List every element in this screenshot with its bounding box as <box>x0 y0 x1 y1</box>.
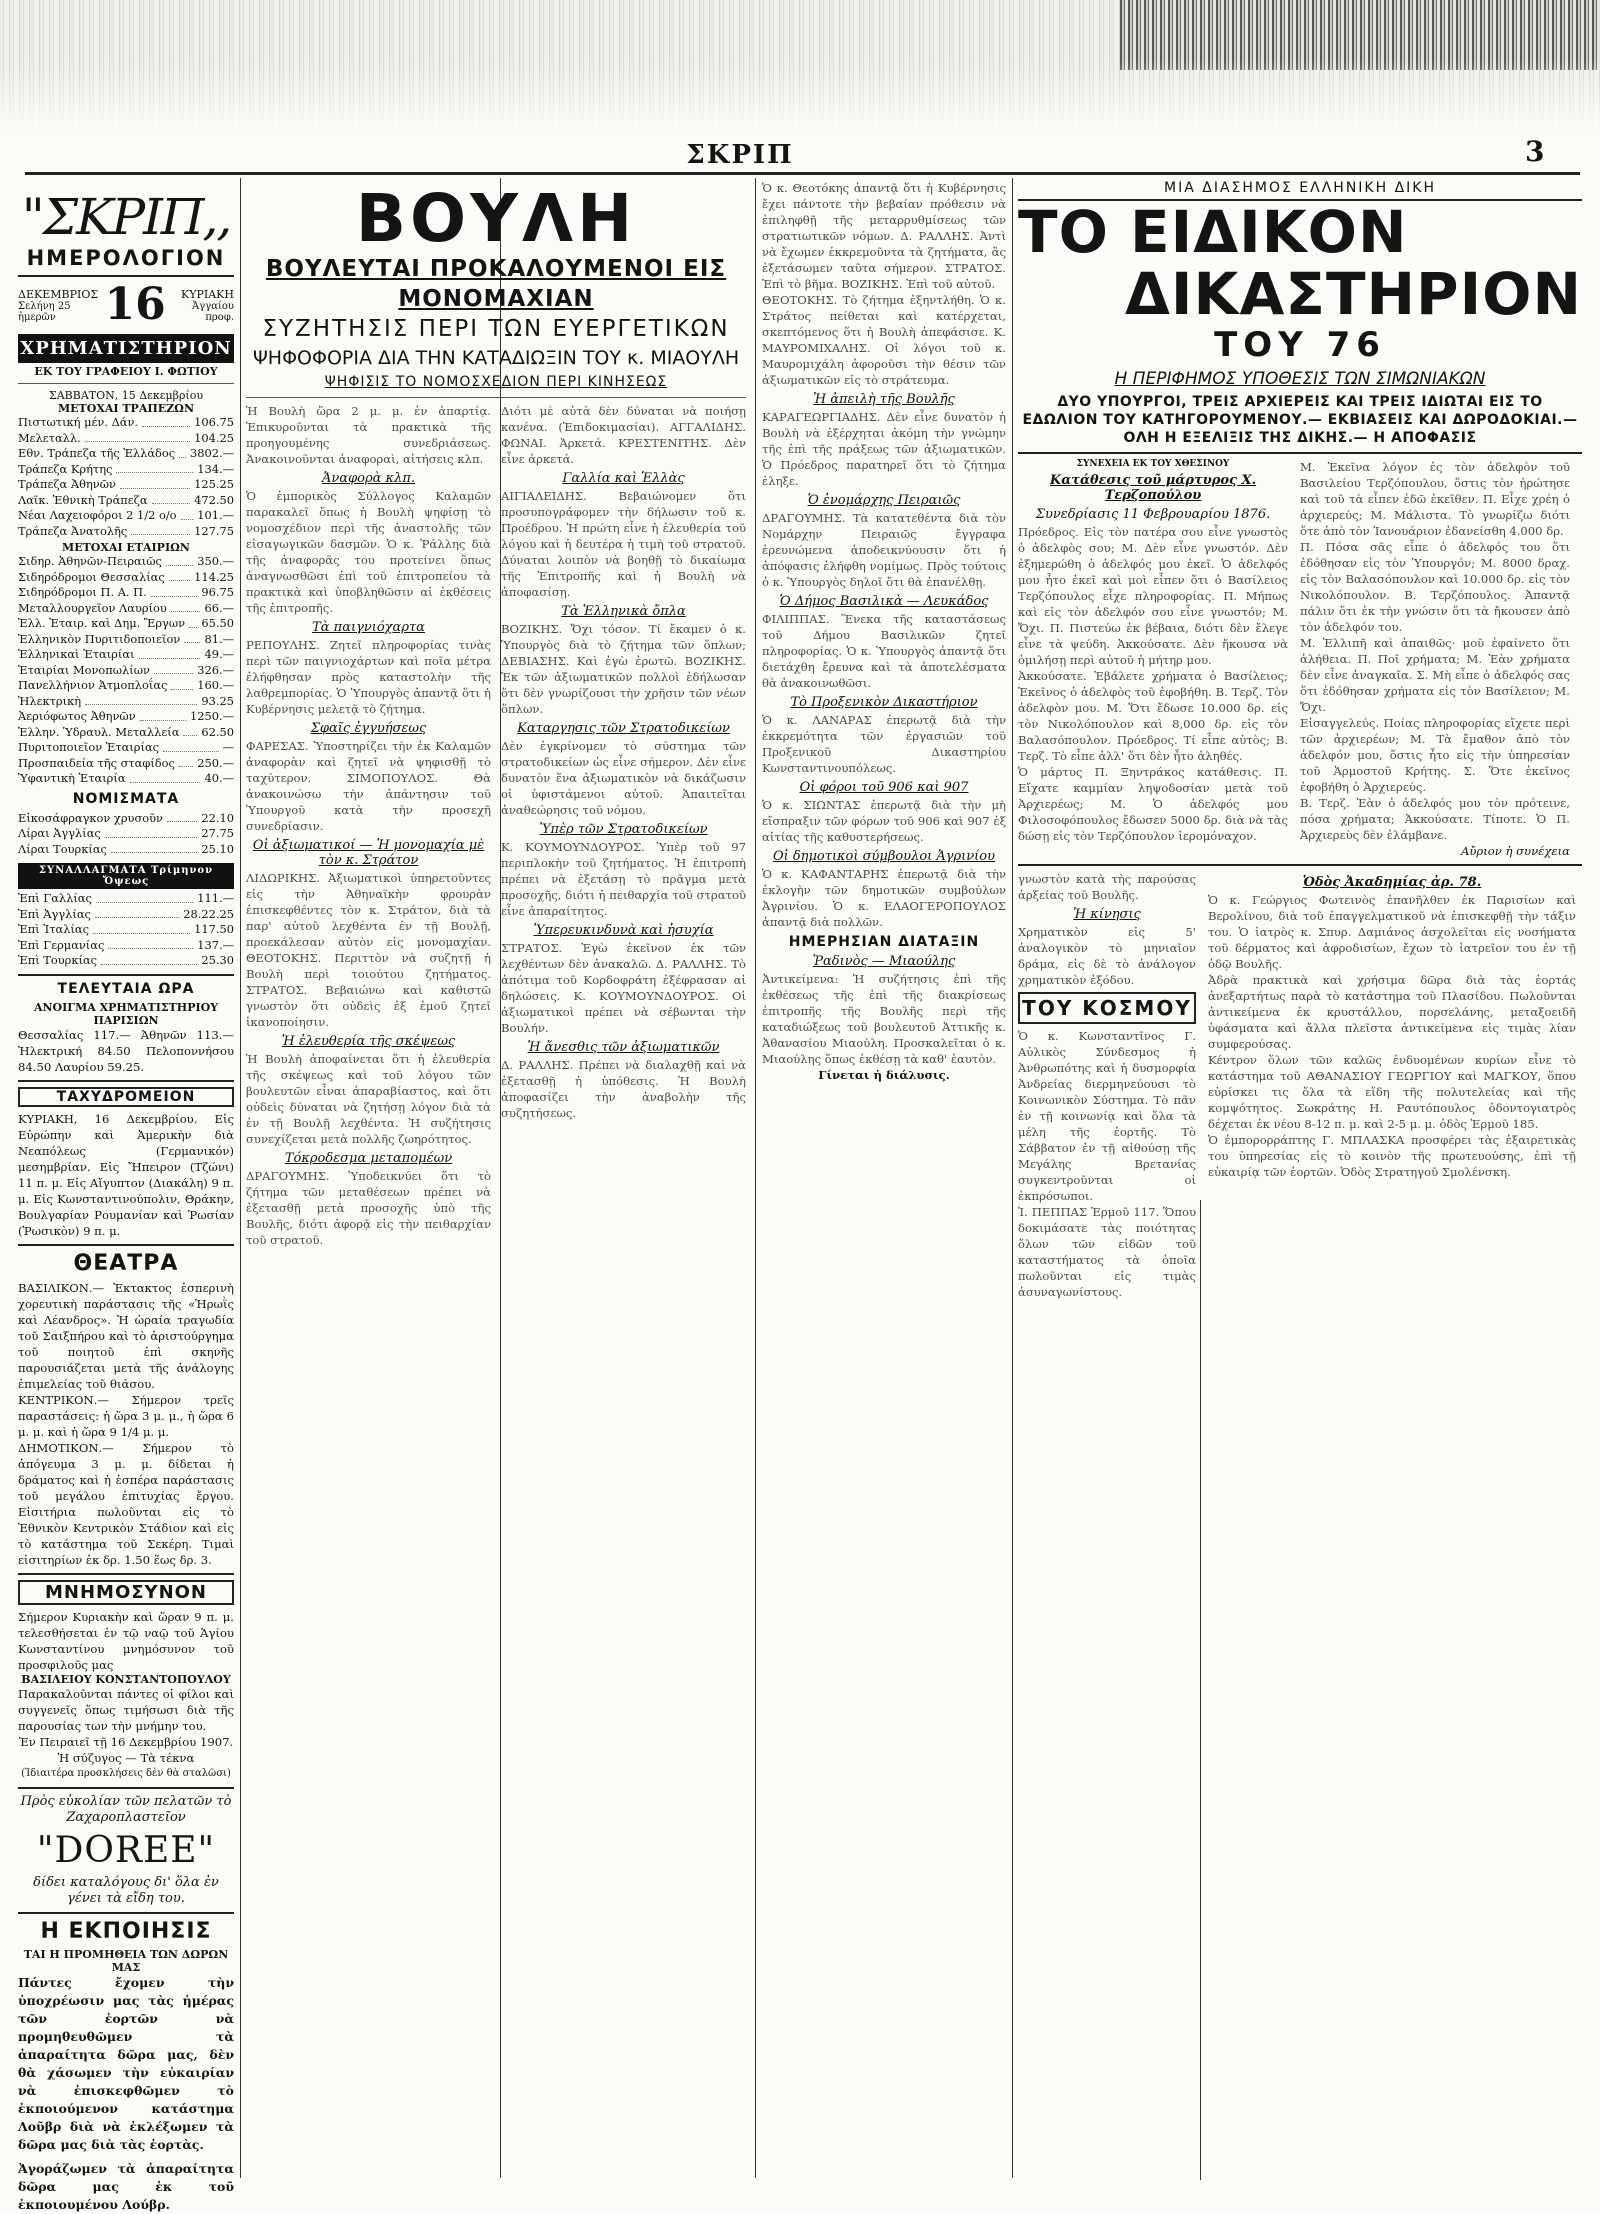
column-court <box>1018 180 1582 2190</box>
row-label: Ἐπὶ Ἀγγλίας <box>18 906 91 921</box>
row-value: 93.25 <box>201 693 234 708</box>
theatre-header: ΘΕΑΤΡΑ <box>73 1250 179 1276</box>
subhead-piraeus-prefect: Ὁ ἐνομάρχης Πειραιῶς <box>807 493 961 508</box>
row-label: Προσπαιδεία τῆς σταφίδος <box>18 755 175 770</box>
table-row <box>18 891 234 907</box>
row-label: Ἐπὶ Τουρκίας <box>18 953 98 967</box>
ad-brand: "DOREE" <box>36 1829 216 1871</box>
fx-table <box>18 891 234 969</box>
newspaper-title: "ΣΚΡΙΠ,, <box>21 188 231 246</box>
subhead-order: Ὑπερευκινδυνὰ καὶ ἡσυχία <box>533 923 714 938</box>
subhead-officers-duel: Οἱ ἀξιωματικοί — Ἡ μονομαχία μὲ τὸν κ. Στράτον <box>252 838 485 868</box>
row-value: 127.75 <box>194 523 234 538</box>
row-value: 49.— <box>204 647 234 661</box>
subhead-freedom: Ἡ ἐλευθερία τῆς σκέψεως <box>281 1034 456 1049</box>
row-value: 65.50 <box>201 616 234 630</box>
exchange-bar: ΧΡΗΜΑΤΙΣΤΗΡΙΟΝ <box>18 334 234 363</box>
row-value: 137.— <box>197 937 234 952</box>
sale-footer: Ἀγοράζωμεν τὰ ἀπαραίτητα δῶρα μας ἐκ τοῦ ἐκποιουμένου Λούβρ. <box>18 2160 234 2212</box>
ad-outro: δίδει καταλόγους δι' ὅλα ἐν γένει τὰ εἴδη του. <box>33 1874 219 1906</box>
parliament-headline-4: ΨΗΦΙΣΙΣ ΤΟ ΝΟΜΟΣΧΕΔΙΟΝ ΠΕΡΙ ΚΙΝΗΣΕΩΣ <box>324 374 668 390</box>
theatre-basilikon: ΒΑΣΙΛΙΚΟΝ.— Ἐκτακτος ἑσπερινὴ χορευτικὴ παράστασις τῆς «Ἡρωῒς καὶ Λέανδρος». Ἡ ὡραία τραγωδία τοῦ Σαιξπήρου καὶ τὸ ἀριστούργημα τοῦ ποιητοῦ ἐπὶ σκηνῆς παρουσιάζεται μετὰ τῆς ἀνάλογης ἐπιμελείας τοῦ θιάσου. <box>18 1280 234 1391</box>
memorial-place: Ἐν Πειραιεῖ τῇ 16 Δεκεμβρίου 1907. <box>18 1734 234 1749</box>
row-value: — <box>222 740 234 754</box>
memorial-name: ΒΑΣΙΛΕΙΟΥ ΚΟΝΣΤΑΝΤΟΠΟΥΛΟΥ <box>21 1672 231 1686</box>
court-continuation: ΣΥΝΕΧΕΙΑ ΕΚ ΤΟΥ ΧΘΕΣΙΝΟΥ <box>1076 459 1230 469</box>
table-row <box>18 415 234 431</box>
table-row <box>18 647 234 663</box>
row-value: 62.50 <box>201 724 234 739</box>
column-rule <box>240 178 241 2178</box>
table-row <box>18 431 234 447</box>
ad-intro: Πρὸς εὐκολίαν τῶν πελατῶν τὸ Ζαχαροπλαστεῖον <box>20 1793 232 1825</box>
bank-shares-table <box>18 415 234 539</box>
parliament-col-a: Ἡ Βουλὴ ὥρα 2 μ. μ. ἐν ἀπαρτίᾳ. Ἐπικυροῦνται τὰ πρακτικὰ τῆς προηγουμένης συνεδριάσεως. Ἀνακοινοῦνται ἀναφοραὶ, αἰτήσεις κλπ. Ἀναφορὰ κλπ. Ὁ ἐμπορικὸς Σύλλογος Καλαμῶν παρακαλεῖ ὅπως ἡ Βουλὴ ψηφίσῃ τὸ νομοσχέδιον περὶ τῆς ἀναστολῆς τῶν εἰσαγωγικῶν δασμῶν. Ὁ κ. Ῥάλλης διὰ τῆς ἀναφορᾶς του προτείνει ὅπως ἀναγνωσθῶσι ἐπὶ τοῦ ἐπιτροπείου τὰ πρακτικὰ καὶ ὑποβληθῶσιν αἱ ἐκθέσεις τῆς ἐπιτροπῆς. Τὰ παιγνιόχαρτα ΡΕΠΟΥΛΗΣ. Ζητεῖ πληροφορίας τινὰς περὶ τῶν παιγνιοχάρτων καὶ ποῖα μέτρα ἐλήφθησαν πρὸς καταστολὴν τῆς λαθρεμπορίας. Ὁ Ὑπουργὸς ἀπαντᾷ ὅτι ἡ Κυβέρνησις μελετᾷ τὸ ζήτημα. Σφαῖς ἐγγυήσεως ΦΑΡΕΣΑΣ. Ὑποστηρίζει τὴν ἐκ Καλαμῶν ἀναφορὰν καὶ ζητεῖ νὰ ψηφισθῇ τὸ ταχύτερον. ΣΙΜΟΠΟΥΛΟΣ. Θὰ ἀνακοινώσω τὴν ἀπάντησιν τοῦ Ὑπουργοῦ κατὰ τὴν προσεχῆ συνεδρίασιν. Οἱ ἀξιωματικοί — Ἡ μονομαχία μὲ τὸν κ. Στράτον ΛΙΔΩΡΙΚΗΣ. Ἀξιωματικοὶ ὑπηρετοῦντες εἰς τὴν Ἀθηναϊκὴν φρουρὰν ἐπισκεφθέντες τὸν κ. Στράτον, διὰ τὰ παρ' αὐτοῦ λεχθέντα ἐν τῇ Βουλῇ, προεκάλεσαν αὐτὸν εἰς μονομαχίαν. ΘΕΟΤΟΚΗΣ. Περιττὸν νὰ συζητῇ ἡ Βουλὴ περὶ τοιούτου ζητήματος. ΣΤΡΑΤΟΣ. Βεβαιώνω καὶ καθιστῶ γνωστὸν ὅτι οὐδεὶς ἐξ ἐμοῦ ζητεῖ ἱκανοποίησιν. Ἡ ἐλευθερία τῆς σκέψεως Ἡ Βουλὴ ἀποφαίνεται ὅτι ἡ ἐλευθερία τῆς σκέψεως καὶ τοῦ λόγου τῶν βουλευτῶν εἶναι ἀπαραβίαστος, καὶ ὅτι οὐδεὶς δύναται νὰ ζητήσῃ λόγον διὰ τὰ ἐν τῇ Βουλῇ λεχθέντα. Ἡ συζήτησις συνεχίζεται μετὰ πολλῆς ζωηρότητος. Τόκροδεσμα μεταπομέων ΔΡΑΓΟΥΜΗΣ. Ὑποδεικνύει ὅτι τὸ ζήτημα τῶν μεταθέσεων πρέπει νὰ ἐξετασθῇ μετὰ προσοχῆς ὑπὸ τῆς Βουλῆς, διότι ἀφορᾷ εἰς τὴν πειθαρχίαν τοῦ στρατοῦ. <box>246 404 491 1247</box>
to-be-continued: Αὔριον ἡ συνέχεια <box>1461 844 1570 858</box>
page-number: 3 <box>1525 135 1545 168</box>
row-value: 117.50 <box>194 922 234 936</box>
date-month: ΔΕΚΕΜΒΡΙΟΣ <box>18 287 99 301</box>
world-header: ΤΟΥ ΚΟΣΜΟΥ <box>1018 992 1196 1024</box>
row-label: Εἰκοσάφραγκον χρυσοῦν <box>18 810 163 825</box>
table-row <box>18 632 234 648</box>
court-title-3: ΤΟΥ 76 <box>1214 325 1386 365</box>
row-value: 134.— <box>197 461 234 476</box>
row-label: Πιστωτική μέν. Δάν. <box>18 415 139 429</box>
table-row <box>18 725 234 741</box>
table-row <box>18 493 234 509</box>
last-hour-sub: ΑΝΟΙΓΜΑ ΧΡΗΜΑΤΙΣΤΗΡΙΟΥ ΠΑΡΙΣΙΩΝ <box>33 1000 219 1027</box>
table-row <box>18 601 234 617</box>
subhead-agrinio: Οἱ δημοτικοὶ σύμβουλοι Ἀγρινίου <box>772 849 996 864</box>
session-end: Γίνεται ἡ διάλυσις. <box>818 1068 950 1082</box>
row-value: 28.22.25 <box>183 906 234 921</box>
table-row <box>18 477 234 493</box>
row-value: 472.50 <box>194 492 234 507</box>
table-row <box>18 678 234 694</box>
court-kicker: ΜΙΑ ΔΙΑΣΗΜΟΣ ΕΛΛΗΝΙΚΗ ΔΙΚΗ <box>1018 180 1582 201</box>
memorial-signature: Ἡ σύζυγος — Τὰ τέκνα <box>57 1750 195 1765</box>
top-rule <box>25 172 1580 175</box>
court-title-2: ΔΙΚΑΣΤΗΡΙΟΝ <box>1125 260 1582 328</box>
company-shares-header: ΜΕΤΟΧΑΙ ΕΤΑΙΡΙΩΝ <box>62 541 190 554</box>
row-label: Ἠλεκτρικὴ <box>18 693 82 708</box>
row-label: Εθν. Τράπεζα τῆς Ἑλλάδος <box>18 446 176 460</box>
scan-noise-band <box>0 0 1600 130</box>
table-row <box>18 826 234 842</box>
fx-bar: ΣΥΝΑΛΛΑΓΜΑΤΑ Τρίμηνον Ὄψεως <box>18 863 234 889</box>
row-value: 111.— <box>197 891 234 905</box>
court-col-b: Μ. Ἐκεῖνα λόγον ἐς τὸν ἀδελφὸν τοῦ Βασιλείου Τερζόπουλου, ὅστις τὸν ἠρώτησε καὶ τοῦ τὰ εἶπεν ἐδῶ ἐκεῖθεν. Π. Εἶχε χρέη ὁ ἀρχιερεύς; Μ. Μάλιστα. Τὸ γνωρίζω διότι ὅτε ἀπὸ τὸν Ἰανουάριον ἐδανείσθη 4.000 δρ. Π. Πόσα σᾶς εἶπε ὁ ἀδελφός του ὅτι ἐδόθησαν εἰς τὸν Ὑπουργόν; Μ. 8000 δραχ. εἰς τὸν Βαλασόπουλον καὶ 10.000 δρ. εἰς τὸν Νικολόπουλον. Β. Τερζόπουλος. Ἀπαντᾷ πάλιν ὅτι ἐκ τὴν γνώσιν ὅτι τὰ ἤκουσεν ἀπὸ τὸν ἀδελφόν του. Μ. Ἐλλιπῆ καὶ ἀπαιθῶς· μοῦ ἐφαίνετο ὅτι ἀλήθεια. Π. Ποῖ χρήματα; Μ. Ἐὰν χρήματα δὲν εἶνε ἀναγκαῖα. Σ. Μὴ εἶπε ὁ ἀδελφός σας ὅτι ἐδόθησαν χρήματα εἰς τὸν Βασίλειον; Μ. Ὄχι. Εἰσαγγελεύς. Ποίας πληροφορίας εἴχετε περὶ τῶν ἀρχιερέων; Μ. Τὰ ἔμαθον ἀπὸ τὸν ἀδελφόν μου, ὅστις ἦτο εἰς τὴν ὑπηρεσίαν τοῦ Ἁρμοστοῦ Κρήτης. Σ. Ὅτε ἐκεῖνος ἐφοβήθη ὁ Ἀρχιερεύς. Β. Τερζ. Ἐὰν ὁ ἀδελφός μου τὸν πρότεινε, πόσα χρήματα; Ἀκκούσατε. Τίποτε. Ὁ Π. Ἀρχιερεὺς δὲν ἐλάμβανε. Αὔριον ἡ συνέχεια <box>1300 460 1570 858</box>
subhead-transfers: Τόκροδεσμα μεταπομέων <box>284 1151 453 1166</box>
date-weekday: ΚΥΡΙΑΚΗ <box>181 287 234 301</box>
court-subtitle: Η ΠΕΡΙΦΗΜΟΣ ΥΠΟΘΕΣΙΣ ΤΩΝ ΣΙΜΩΝΙΑΚΩΝ <box>1114 369 1486 389</box>
column-parliament-continued: Ὁ κ. Θεοτόκης ἀπαντᾷ ὅτι ἡ Κυβέρνησις ἔχει πάντοτε τὴν βεβαίαν πρόθεσιν νὰ ἐπιληφθῇ τῆς μεταρρυθμίσεως τῶν στρατιωτικῶν νόμων. Δ. ΡΑΛΛΗΣ. Ἀντὶ νὰ ἔχωμεν ἐκκρεμοῦντα τὰ ζητήματα, ἂς ἐξετάσωμεν ταῦτα σήμερον. ΣΤΡΑΤΟΣ. Ἐπὶ τὸ βῆμα. ΒΟΖΙΚΗΣ. Ἐπὶ τοῦ αὐτοῦ. ΘΕΟΤΟΚΗΣ. Τὸ ζήτημα ἐξηντλήθη. Ὁ κ. Στράτος πείθεται καὶ κατέρχεται, σκεπτόμενος ὅτι ἡ Βουλὴ ἀπεφάσισε. Κ. ΜΑΥΡΟΜΙΧΑΛΗΣ. Οἱ λόγοι τοῦ κ. Μαυρομιχάλη ἀφοροῦσι τὴν θέσιν τῶν ἀξιωματικῶν εἰς τὸ στράτευμα. Ἡ ἀπειλὴ τῆς Βουλῆς ΚΑΡΑΓΕΩΡΓΙΑΔΗΣ. Δὲν εἶνε δυνατὸν ἡ Βουλὴ νὰ ἐξέρχηται ἀκόμη τὴν γνώμην τῆς ἐπὶ τῆς πράξεως τῶν ἀξιωματικῶν. Ὁ Πρόεδρος παρατηρεῖ ὅτι τὸ ζήτημα ἐληξε. Ὁ ἐνομάρχης Πειραιῶς ΔΡΑΓΟΥΜΗΣ. Τὰ κατατεθέντα διὰ τὸν Νομάρχην Πειραιῶς ἔγγραφα ἐρευνώμενα ἀποδεικνύουσιν ὅτι ἡ ἀπόφασις ἐλήφθη νομίμως. Πρὸς τούτοις ὁ κ. Ὑπουργὸς δηλοῖ ὅτι θὰ ἐπανέλθῃ. Ὁ Δήμος Βασιλικὰ — Λευκάδος ΦΙΛΙΠΠΑΣ. Ἕνεκα τῆς καταστάσεως τοῦ Δήμου Βασιλικῶν ζητεῖ πληροφορίας. Ὁ κ. Ὑπουργὸς ἀπαντᾷ ὅτι διετάχθη ἔρευνα καὶ τὰ ἀποτελέσματα θὰ ἀνακοινωθῶσι. Τὸ Προξενικὸν Δικαστήριον Ὁ κ. ΛΑΝΑΡΑΣ ἐπερωτᾷ διὰ τὴν ἐκκρεμότητα τῶν ἐργασιῶν τοῦ Προξενικοῦ Δικαστηρίου Κωνσταντινουπόλεως. Οἱ φόροι τοῦ 906 καὶ 907 Ὁ κ. ΣΙΩΝΤΑΣ ἐπερωτᾷ διὰ τὴν μὴ εἴσπραξιν τῶν φόρων τοῦ 906 καὶ 907 ἐξ αἰτίας τῆς καθυστερήσεως. Οἱ δημοτικοὶ σύμβουλοι Ἀγρινίου Ὁ κ. ΚΑΦΑΝΤΑΡΗΣ ἐπερωτᾷ διὰ τὴν ἐκλογὴν τῶν δημοτικῶν συμβούλων Ἀγρινίου. Ὁ κ. ΕΛΑΟΓΕΡΟΠΟΥΛΟΣ ἀπαντᾷ διὰ πολλῶν. ΗΜΕΡΗΣΙΑΝ ΔΙΑΤΑΞΙΝ Ῥαδινὸς — Μιαούλης Ἀντικείμενα: Ἡ συζήτησις ἐπὶ τῆς ἐκθέσεως τῆς ἐπὶ τῆς διακρίσεως ἐπιτροπῆς τῆς Βουλῆς περὶ τῆς καταδιώξεως τοῦ βουλευτοῦ Ἀττικῆς κ. Ἀθανασίου Μιαούλη. Προσκαλεῖται ὁ κ. Μιαούλης ὅπως ἐκθέσῃ τὰ καθ' ἑαυτὸν. Γίνεται ἡ διάλυσις. <box>762 181 1006 1082</box>
row-label: Ὑφαντικὴ Ἑταιρία <box>18 771 126 785</box>
row-value: 25.10 <box>201 841 234 856</box>
memorial-header: ΜΝΗΜΟΣΥΝΟΝ <box>18 1580 234 1605</box>
row-value: 22.10 <box>201 810 234 825</box>
court-title-1: ΤΟ ΕΙΔΙΚΟΝ <box>1018 198 1408 266</box>
table-row <box>18 922 234 938</box>
subhead-court-martial-abolition: Καταργησις τῶν Στρατοδικείων <box>517 721 730 736</box>
row-label: Ἐπὶ Γερμανίας <box>18 937 105 952</box>
row-label: Ἑλληνικὸν Πυριτιδοποιεῖον <box>18 631 181 646</box>
table-row <box>18 756 234 772</box>
memorial-note: (Ἰδιαιτέρα προσκλήσεις δὲν θὰ σταλῶσι) <box>21 1767 231 1779</box>
parliament-title: ΒΟΥΛΗ <box>355 180 637 257</box>
row-label: Πυριτοποιεῖον Ἑταιρίας <box>18 740 160 754</box>
row-value: 81.— <box>204 631 234 646</box>
row-value: 25.30 <box>201 953 234 967</box>
row-label: Νέαι Λαχειοφόροι 2 1/2 ο/ο <box>18 508 177 522</box>
row-value: 160.— <box>197 678 234 692</box>
calendar-heading: ΗΜΕΡΟΛΟΓΙΟΝ <box>26 246 226 270</box>
table-row <box>18 663 234 679</box>
row-label: Λαϊκ. Ἐθνικὴ Τράπεζα <box>18 492 148 507</box>
subhead-taxes: Οἱ φόροι τοῦ 906 καὶ 907 <box>799 780 969 795</box>
company-shares-table <box>18 554 234 787</box>
row-value: 104.25 <box>194 430 234 445</box>
parliament-headline-2: ΣΥΖΗΤΗΣΙΣ ΠΕΡΙ ΤΩΝ ΕΥΕΡΓΕΤΙΚΩΝ <box>262 316 730 342</box>
table-row <box>18 570 234 586</box>
table-row <box>18 938 234 954</box>
table-row <box>18 694 234 710</box>
last-hour-header: ΤΕΛΕΥΤΑΙΑ ΩΡΑ <box>57 980 195 997</box>
memorial-text2: Παρακαλοῦνται πάντες οἱ φίλοι καὶ συγγενεῖς ὅπως τιμήσωσι διὰ τῆς παρουσίας των τὴν μνήμην του. <box>18 1686 234 1733</box>
news-academy: Ὁδὸς Ἀκαδημίας ἀρ. 78. <box>1302 875 1482 890</box>
row-label: Σιδηρ. Ἀθηνῶν-Πειραιῶς <box>18 554 162 568</box>
table-row <box>18 585 234 601</box>
row-label: Ἐπὶ Γαλλίας <box>18 891 92 905</box>
table-row <box>18 771 234 787</box>
sale-text: Πάντες ἔχομεν τὴν ὑποχρέωσιν μας τὰς ἡμέρας τῶν ἑορτῶν νὰ προμηθευθῶμεν τὰ ἀπαραίτητα δῶρα μας, δὲν θὰ χάσωμεν τὴν εὐκαιρίαν νὰ ἐπισκεφθῶμεν τὸ ἐκποιούμενον κατάστημα Λοῦβρ διὰ νὰ ἐκλέξωμεν τὰ δῶρα μας διὰ τὰς ἐορτὰς. <box>18 1974 234 2152</box>
column-parliament <box>246 180 746 2190</box>
exchange-source: ΕΚ ΤΟΥ ΓΡΑΦΕΙΟΥ Ι. ΦΩΤΙΟΥ <box>34 365 218 378</box>
sale-sub: ΤΑΙ Η ΠΡΟΜΗΘΕΙΑ ΤΩΝ ΔΩΡΩΝ ΜΑΣ <box>23 1947 229 1974</box>
sale-header: Η ΕΚΠΟΙΗΣΙΣ <box>40 1918 212 1944</box>
subhead-france-greece: Γαλλία καὶ Ἑλλὰς <box>562 471 685 486</box>
date-day-number: 16 <box>104 279 166 330</box>
currency-header: ΝΟΜΙΣΜΑΤΑ <box>72 790 180 807</box>
row-label: Ἑλλην. Ὑδραυλ. Μεταλλεία <box>18 724 180 739</box>
table-row <box>18 446 234 462</box>
table-row <box>18 907 234 923</box>
row-label: Ἑλλ. Ἑταιρ. καὶ Δημ. Ἔργων <box>18 616 186 630</box>
table-row <box>18 524 234 540</box>
mail-header: ΤΑΧΥΔΡΟΜΕΙΟΝ <box>18 1087 234 1107</box>
parliament-headline-3: ΨΗΦΟΦΟΡΙΑ ΔΙΑ ΤΗΝ ΚΑΤΑΔΙΩΞΙΝ ΤΟΥ κ. ΜΙΑΟΥΛΗ <box>252 347 740 369</box>
row-value: 101.— <box>197 508 234 522</box>
row-value: 350.— <box>197 554 234 568</box>
table-row <box>18 616 234 632</box>
row-value: 250.— <box>197 755 234 770</box>
row-label: Ἑταιρίαι Μονοπωλίων <box>18 662 150 677</box>
subhead-greek-arms: Τὰ Ἑλληνικὰ ὄπλα <box>561 604 686 619</box>
row-label: Μελεταλλ. <box>18 430 81 445</box>
row-value: 96.75 <box>201 585 234 599</box>
parliament-headline-1: ΒΟΥΛΕΥΤΑΙ ΠΡΟΚΑΛΟΥΜΕΝΟΙ ΕΙΣ ΜΟΝΟΜΑΧΙΑΝ <box>265 256 727 312</box>
subhead-consular-court: Τὸ Προξενικὸν Δικαστήριον <box>790 695 978 710</box>
agenda-sub: Ῥαδινὸς — Μιαούλης <box>812 954 956 969</box>
column-rule <box>755 178 756 2178</box>
row-value: 27.75 <box>201 826 234 840</box>
row-value: 106.75 <box>194 415 234 429</box>
theatre-dimotikon: ΔΗΜΟΤΙΚΟΝ.— Σήμερον τὸ ἀπόγευμα 3 μ. μ. δίδεται ἡ δράματος καὶ ἡ ἑσπέρα παράστασις τοῦ μεγάλου ἐπιτυχίας ἔργου. Εἰσιτήρια πωλοῦνται εἰς τὸ Ἐθνικὸν Κεντρικὸν Στάδιον καὶ εἰς τὸ κατάστημα τοῦ Σεκέρη. Τιμαὶ εἰσιτηρίων ἐκ δρ. 1.50 ἕως δρ. 3. <box>18 1440 234 1567</box>
row-label: Λίραι Τουρκίας <box>18 841 107 856</box>
subhead-threat: Ἡ ἀπειλὴ τῆς Βουλῆς <box>813 392 955 407</box>
row-label: Ἐπὶ Ἰταλίας <box>18 922 89 936</box>
subhead-lefkada: Ὁ Δήμος Βασιλικὰ — Λευκάδος <box>779 594 989 609</box>
row-value: 326.— <box>197 662 234 677</box>
row-value: 114.25 <box>194 569 234 584</box>
subhead-guarantee: Σφαῖς ἐγγυήσεως <box>310 721 427 736</box>
theatre-kentrikon: ΚΕΝΤΡΙΚΟΝ.— Σήμερον τρεῖς παραστάσεις: ἡ ὥρα 3 μ. μ., ἡ ὥρα 6 μ. μ. καὶ ἡ ὥρα 9 1/4 μ. μ. <box>18 1392 234 1439</box>
subhead-court-martial-support: Ὑπὲρ τῶν Στρατοδικείων <box>539 822 708 837</box>
saint-line: Ἀγγαίου προφ. <box>192 300 234 323</box>
table-row <box>18 554 234 570</box>
column-calendar <box>18 180 234 2212</box>
court-col-a: ΣΥΝΕΧΕΙΑ ΕΚ ΤΟΥ ΧΘΕΣΙΝΟΥ Κατάθεσις τοῦ μάρτυρος Χ. Τερζοπούλου Συνεδρίασις 11 Φεβρουαρίου 1876. Πρόεδρος. Εἰς τὸν πατέρα σου εἶνε γνωστὸς ὁ ἀδελφὸς σου; Μ. Δὲν εἶνε γνωστόν. Δὲν ἐξημερώθη ὁ ἀδελφός μου ἐκεῖ. Ὁ ἀδελφός μου ἦτο ἐκεῖ καὶ μοὶ εἶπεν ὅτι ὁ Βασίλειος Τερζόπουλος εἶχε πληροφορίας. Π. Μήπως καὶ εἰς τὸν ἀδελφόν σου εἶνε γνωστόν; Μ. Ὄχι. Π. Πιστεύω ἐκ βέβαια, διότι δὲν ἔλεγε εἶνε τὰ ψεύδη. Ἀκκούσατε. Δὲν ἤκουσα νὰ ὁμιλήσῃ περὶ αὐτοῦ ἡ μήτηρ μου. Ἀκκούσατε. Ἐβάλετε χρήματα ὁ Βασίλειος; Ἐκεῖνος ὁ ἀδελφὸς τοῦ ἐφοβήθη. Β. Τερζ. Τὸν ἀδελφὸν μου. Μ. Ὅτι ἔδωσε 10.000 δρ. εἰς τὸν Νικολόπουλον καὶ 8,000 δρ. εἰς τὸν Βαλασόπουλον. Πρόεδρος. Τί εἶπε αὐτὸς; Β. Τερζ. Τὸ εἶπε ἀλλ' ὅτι δὲν ἦτο ἀληθές. Ὁ μάρτυς Π. Ξηντράκος κατάθεσις. Π. Εἴχατε καμμίαν ληψοδοσίαν μετὰ τοῦ Ἀρχιερέως; Μ. Ὁ ἀδελφός μου Φιλοσοφόπουλος ἔδωσεν 5000 δρ. διὰ νὰ τὰς δώσῃ εἰς τὸν Τερζόπουλον ἱερομόναχον. <box>1018 459 1288 843</box>
row-label: Ἀεριόφωτος Ἀθηνῶν <box>18 709 136 723</box>
court-col-d: Ὁδὸς Ἀκαδημίας ἀρ. 78. Ὁ κ. Γεώργιος Φωτεινὸς ἐπανῆλθεν ἐκ Παρισίων καὶ Βερολίνου, διὰ τοῦ ἐπαγγελματικοῦ νὰ ἐπισκεφθῇ τὴν τάξιν του. Ὁ ἰατρὸς κ. Σπυρ. Δαμιάνος ἀσχολεῖται εἰς νοσήματα τοῦ δέρματος καὶ ἀφροδισίων, ἔχων τὸ ἰατρεῖον του ἐν τῇ ὁδῷ Βουλῆς. Ἀδρὰ πρακτικὰ καὶ χρήσιμα δῶρα διὰ τὰς ἑορτάς ἀνεξαρτήτως παρὰ τὸ κατάστημα τοῦ Πλασίδου. Πωλοῦνται ἀντικείμενα ἐκ κρυστάλλου, πορσελάνης, μεταξοειδῆ ὑφάσματα καὶ ἄλλα πλεῖστα ἀντικείμενα εἰς τιμὰς λίαν συμφερούσας. Κέντρον ὅλων τῶν καλῶς ἐνδυομένων κυρίων εἶνε τὸ κατάστημα τοῦ ΑΘΑΝΑΣΙΟΥ ΓΕΩΡΓΙΟΥ καὶ ΜΑΓΚΟΥ, ὅπου εὑρίσκει τις ὅλα τὰ εἴδη τῆς πολυτελείας καὶ τῆς κομψότητος. Σωκράτης Η. Ραυτόπουλος ὀδοντογιατρὸς δέχεται ἐκ νέου 8-12 π. μ. καὶ 2-5 μ. μ. ὁδὸς Ἑρμοῦ 185. Ὁ ἐμπορορράπτης Γ. ΜΠΛΑΣΚΑ προσφέρει τὰς ἐξαιρετικὰς του ὑπηρεσίας εἰς τὸ κοινὸν τῆς πρωτευούσης, ἐπὶ τῇ εὐκαιρίᾳ τῶν ἑορτῶν. Ὁδὸς Στρατηγοῦ Σμολένσκη. <box>1208 875 1576 1179</box>
row-value: 125.25 <box>194 477 234 491</box>
row-label: Σιδηρόδρομοι Θεσσαλίας <box>18 569 165 584</box>
subhead-playing-cards: Τὰ παιγνιόχαρτα <box>312 620 425 635</box>
date-block <box>18 279 234 330</box>
court-description: ΔΥΟ ΥΠΟΥΡΓΟΙ, ΤΡΕΙΣ ΑΡΧΙΕΡΕΙΣ ΚΑΙ ΤΡΕΙΣ ΙΔΙΩΤΑΙ ΕΙΣ ΤΟ ΕΔΩΛΙΟΝ ΤΟΥ ΚΑΤΗΓΟΡΟΥΜΕΝΟΥ.— ΕΚΒΙΑΣΕΙΣ ΚΑΙ ΔΩΡΟΔΟΚΙΑΙ.— ΟΛΗ Η ΕΞΕΛΙΞΙΣ ΤΗΣ ΔΙΚΗΣ.— Η ΑΠΟΦΑΣΙΣ <box>1022 394 1578 446</box>
exchange-date: ΣΑΒΒΑΤΟΝ, 15 Δεκεμβρίου <box>48 389 204 402</box>
row-value: 1250.— <box>190 709 234 723</box>
row-value: 66.— <box>204 600 234 615</box>
news-movement: Ἡ κίνησις <box>1073 907 1141 922</box>
row-label: Μεταλλουργεῖον Λαυρίου <box>18 600 167 615</box>
table-row <box>18 462 234 478</box>
page-masthead: ΣΚΡΙΠ <box>686 140 794 170</box>
court-col-c: γνωστὸν κατὰ τὴς παρούσας ἀρξείας τοῦ Βουλῆς. Ἡ κίνησις Χρηματικὸν εἰς 5' ἀναλογικὸν τὸ μηνιαῖον δράμα, εἰς δὲ τὸ ἀνάλογον χρηματικὸν ἐξόδου. ΤΟΥ ΚΟΣΜΟΥ Ὁ κ. Κωνσταντῖνος Γ. Αὐλικὸς Σύνδεσμος ἡ Ἀνθρωπότης καὶ ἡ δυσμορφία Ἀνδρείας διερμηνεύουσι τὸ Κοινωνικὸν Σύστημα. Τὸ πᾶν ἐν τῇ κοινωνίᾳ καὶ ὅλα τὰ μέλη τῆς ἑορτῆς. Τὸ Σάββατον ἐν τῇ αἰθούσῃ τῆς Μεγάλης Βρετανίας συγκεντροῦνται οἱ ἐκπρόσωποι. Ἰ. ΠΕΠΠΑΣ Ἑρμοῦ 117. Ὅπου δοκιμάσατε τὰς ποιότητας ὅλων τῶν εἰδῶν τοῦ καταστήματος τὰ ὁποῖα πωλοῦνται εἰς τιμὰς ἀσυναγωνίστους. <box>1018 872 1196 1299</box>
table-row <box>18 811 234 827</box>
parliament-col-b: Διότι μὲ αὐτὰ δὲν δύναται νὰ ποιήσῃ κανένα. (Ἐπιδοκιμασίαι). ΑΓΓΑΛΙΔΗΣ. ΦΩΝΑΙ. Ἀρκετά. ΚΡΕΣΤΕΝΙΤΗΣ. Δὲν εἶνε ἀρκετά. Γαλλία καὶ Ἑλλὰς ΑΙΓΙΑΛΕΙΔΗΣ. Βεβαιώνομεν ὅτι προσυπογράφομεν τὴν δήλωσιν τοῦ κ. Προέδρου. Ἡ πρώτη εἶνε ἡ ἐλευθερία τοῦ λόγου καὶ ἡ δευτέρα ἡ τιμὴ τοῦ στρατοῦ. Δύναται λοιπὸν νὰ βοηθῇ τὸ δικαίωμα τῆς Ἐπιτροπῆς καὶ ἡ Βουλὴ νὰ ἀποφασίσῃ. Τὰ Ἑλληνικὰ ὄπλα ΒΟΖΙΚΗΣ. Ὄχι τόσον. Τί ἔκαμεν ὁ κ. Ὑπουργὸς διὰ τὸ ζήτημα τῶν ὅπλων; ΔΕΒΙΑΣΗΣ. Καὶ ἐγὼ ἐρωτῶ. ΒΟΖΙΚΗΣ. Ἐκ τῶν ἀξιωματικῶν πολλοὶ ἐδήλωσαν ὅτι δὲν γνωρίζουσι τὴν χρῆσιν τῶν νέων ὅπλων. Καταργησις τῶν Στρατοδικείων Δὲν ἐγκρίνομεν τὸ σύστημα τῶν στρατοδικείων ὡς εἶνε σήμερον. Δὲν εἶνε δυνατὸν ἕνα ἀξιωματικὸν νὰ δικάζωσιν οἱ ὑφιστάμενοι αὐτοῦ. Ἀπαιτεῖται ἀναθεώρησις τοῦ νόμου. Ὑπὲρ τῶν Στρατοδικείων Κ. ΚΟΥΜΟΥΝΔΟΥΡΟΣ. Ὑπὲρ τοῦ 97 περιπλοκὴν τοῦ ζητήματος. Ἡ ἐπιτροπὴ πρέπει νὰ ἐξετάσῃ τὸ πρᾶγμα μετὰ προσοχῆς, διότι ἡ πειθαρχία τοῦ στρατοῦ εἶνε ἀπαραίτητος. Ὑπερευκινδυνὰ καὶ ἡσυχία ΣΤΡΑΤΟΣ. Ἐγὼ ἐκεῖνον ἐκ τῶν λεχθέντων δὲν ἀνακαλῶ. Δ. ΡΑΛΛΗΣ. Τὸ ἀπότιμα τοῦ Κορδοφράτη ἐξέφρασαν αἱ δηλώσεις. Κ. ΚΟΥΜΟΥΝΔΟΥΡΟΣ. Οἱ ἀξιωματικοὶ πρέπει νὰ σέβωνται τὴν Βουλήν. Ἡ ἄνεσθις τῶν ἀξιωματικῶν Δ. ΡΑΛΛΗΣ. Πρέπει νὰ διαλαχθῇ καὶ νὰ ἐξετασθῇ ἡ ὑπόθεσις. Ἡ Βουλὴ ἀποφασίζει τὴν ἀναβολὴν τῆς συζητήσεως. <box>501 404 746 1120</box>
row-label: Λίραι Ἀγγλίας <box>18 826 101 840</box>
table-row <box>18 842 234 858</box>
row-label: Πανελλήνιον Ἀτμοπλοΐας <box>18 678 168 692</box>
subhead-officers-ease: Ἡ ἄνεσθις τῶν ἀξιωματικῶν <box>527 1040 720 1055</box>
table-row <box>18 953 234 969</box>
column-rule <box>1012 178 1013 2178</box>
row-value: 40.— <box>204 771 234 785</box>
table-row <box>18 508 234 524</box>
row-label: Τράπεζα Ἀθηνῶν <box>18 477 116 491</box>
mail-text: ΚΥΡΙΑΚΗ, 16 Δεκεμβρίου. Εἰς Εὐρώπην καὶ Ἀμερικὴν διὰ Νεαπόλεως (Γερμανικόν) μεσημβρίαν. Εἰς Ἤπειρον (Τζώνι) 11 π. μ. Εἰς Αἴγυπτον (Διακάλη) 9 π. μ. Εἰς Κωνσταντινούπολιν, Θράκην, Βουλγαρίαν Ρουμανίαν καὶ Ῥωσίαν (Ῥωσικὸν) 9 π. μ. <box>18 1111 234 1238</box>
memorial-text: Σήμερον Κυριακὴν καὶ ὥραν 9 π. μ. τελεσθήσεται ἐν τῷ ναῷ τοῦ Ἁγίου Κωνσταντίνου μνημόσυνον τοῦ προσφιλοῦς μας <box>18 1609 234 1672</box>
agenda-header: ΗΜΕΡΗΣΙΑΝ ΔΙΑΤΑΞΙΝ <box>788 934 980 950</box>
subhead-anafora: Ἀναφορὰ κλπ. <box>322 471 415 486</box>
last-hour-text: Θεσσαλίας 117.— Ἀθηνῶν 113.— Ἠλεκτρική 84.50 Πελοποννήσου 84.50 Λαυρίου 59.25. <box>18 1027 234 1074</box>
row-label: Τράπεζα Κρήτης <box>18 461 113 476</box>
currency-table <box>18 811 234 858</box>
row-label: Ἑλληνικαὶ Ἑταιρίαι <box>18 647 135 661</box>
moon-line: Σελήνη 25 ἡμερῶν <box>18 300 71 323</box>
row-label: Τράπεζα Ἀνατολῆς <box>18 523 128 538</box>
table-row <box>18 709 234 725</box>
row-label: Σιδηρόδρομοι Π. Α. Π. <box>18 585 147 599</box>
witness-heading: Κατάθεσις τοῦ μάρτυρος Χ. Τερζοπούλου <box>1049 473 1257 503</box>
row-value: 3802.— <box>190 446 234 460</box>
table-row <box>18 740 234 756</box>
session-date: Συνεδρίασις 11 Φεβρουαρίου 1876. <box>1035 507 1271 522</box>
bank-shares-header: ΜΕΤΟΧΑΙ ΤΡΑΠΕΖΩΝ <box>57 402 194 415</box>
